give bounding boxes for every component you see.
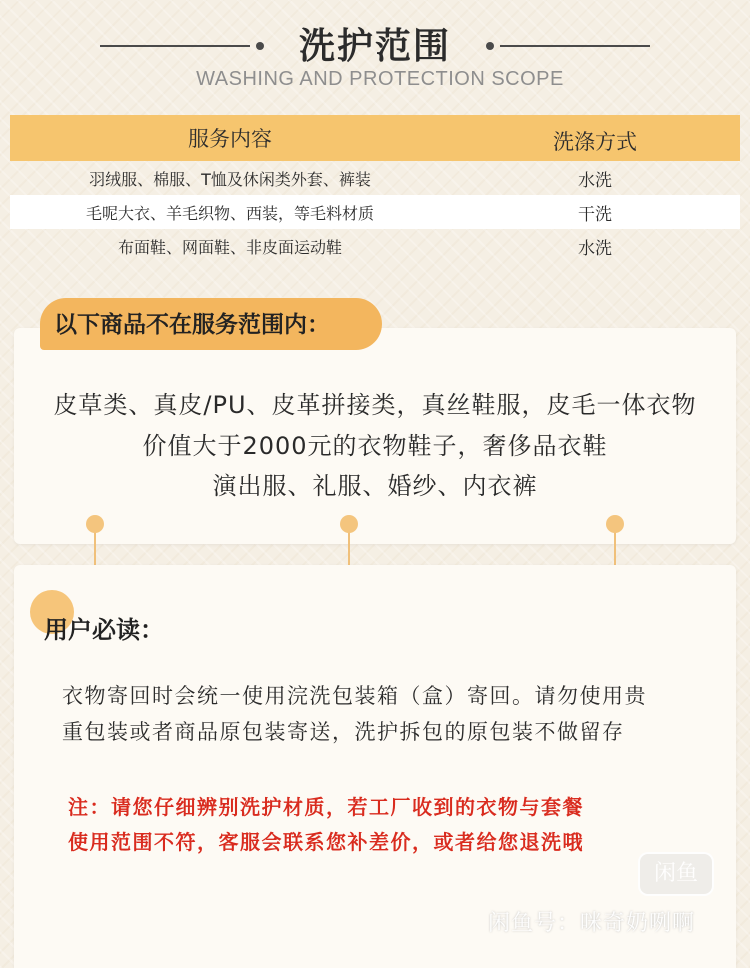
cell-method: 水洗 [578,238,612,259]
table-row [10,195,740,229]
page-header [0,0,750,110]
cell-service: 毛呢大衣、羊毛织物、西装，等毛料材质 [85,203,374,223]
column-header-service: 服务内容 [188,127,272,151]
notice-text-line: 重包装或者商品原包装寄送，洗护拆包的原包装不做留存 [62,720,625,744]
page-title: 洗护范围 [298,26,451,67]
watermark-logo: 闲鱼 [638,852,714,896]
table-row [10,229,740,263]
cell-service: 羽绒服、棉服、T恤及休闲类外套、裤装 [89,169,371,189]
notice-warning-line: 注：请您仔细辨别洗护材质，若工厂收到的衣物与套餐 [68,795,584,819]
connector-dot-top-left [86,515,104,533]
connector-dot-top-center [340,515,358,533]
cell-method: 干洗 [578,204,612,225]
notice-warning-line: 使用范围不符，客服会联系您补差价，或者给您退洗哦 [68,830,584,854]
watermark-text: 闲鱼号：咪奇奶咧啊 [488,911,696,936]
exclusion-line: 皮草类、真皮/PU、皮革拼接类，真丝鞋服，皮毛一体衣物 [53,391,697,419]
connector-dot-top-right [606,515,624,533]
notice-text-line: 衣物寄回时会统一使用浣洗包装箱（盒）寄回。请勿使用贵 [62,684,647,708]
cell-method: 水洗 [578,170,612,191]
table-header-row [10,115,740,161]
title-divider-right [500,45,650,47]
exclusion-line: 价值大于2000元的衣物鞋子，奢侈品衣鞋 [142,432,608,460]
cell-service: 布面鞋、网面鞋、非皮面运动鞋 [117,237,342,257]
column-header-method: 洗涤方式 [553,130,637,154]
title-dot-right [486,42,494,50]
service-table [10,115,740,263]
exclusions-heading: 以下商品不在服务范围内： [40,298,382,350]
notice-heading: 用户必读： [44,616,164,644]
page-subtitle: WASHING AND PROTECTION SCOPE [196,68,564,90]
exclusion-line: 演出服、礼服、婚纱、内衣裤 [212,472,538,500]
table-row [10,161,740,195]
